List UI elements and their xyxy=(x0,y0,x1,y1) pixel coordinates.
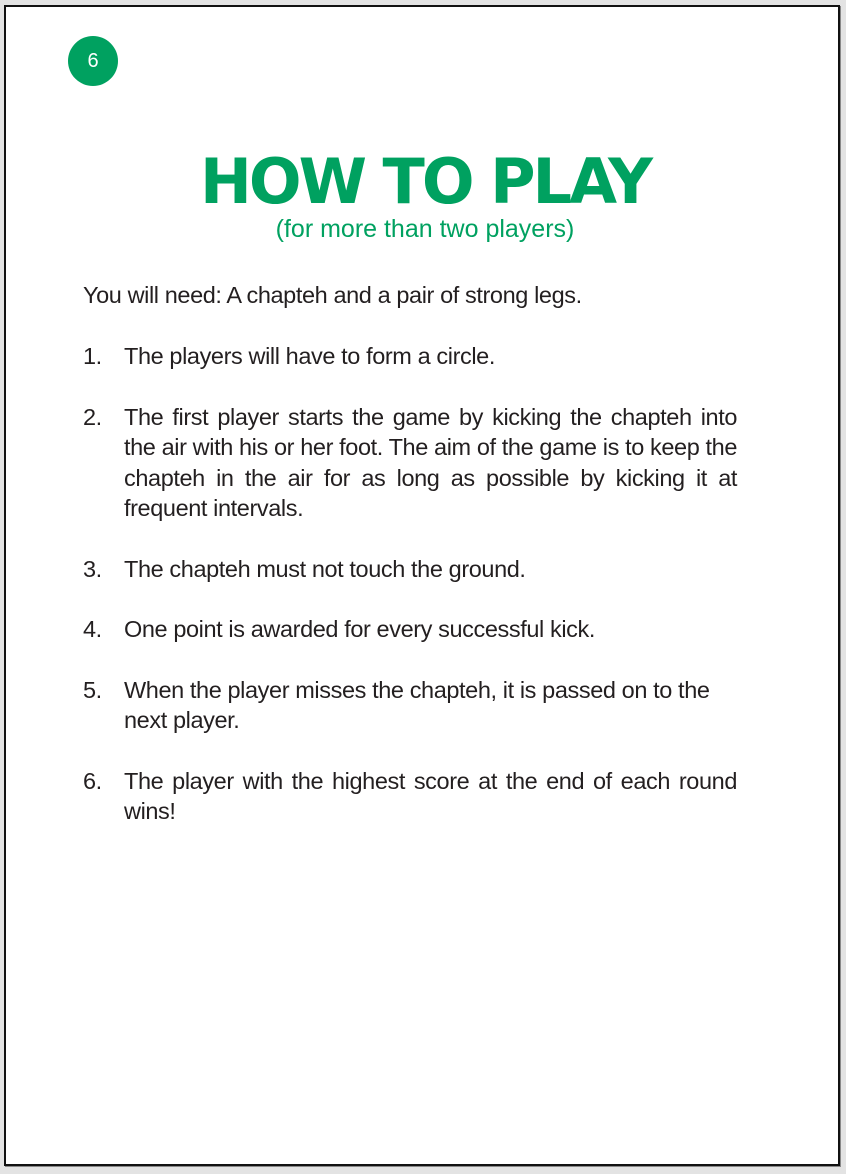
page-title: HOW TO PLAY xyxy=(199,145,651,218)
step-text: The players will have to form a circle. xyxy=(124,343,495,369)
step-number: 6. xyxy=(83,767,102,794)
page-number-badge xyxy=(68,36,118,86)
step-number: 4. xyxy=(83,616,102,642)
step-text: One point is awarded for every successful kick. xyxy=(124,616,595,642)
step-number: 2. xyxy=(83,403,102,430)
instruction-steps-list xyxy=(83,341,737,857)
page-number: 6 xyxy=(87,49,99,72)
document-page xyxy=(4,5,840,1166)
requirements-text: You will need: A chapteh and a pair of strong legs. xyxy=(83,282,582,308)
step-item xyxy=(83,402,737,524)
step-number: 5. xyxy=(83,676,102,703)
step-number: 1. xyxy=(83,343,102,369)
step-text: The chapteh must not touch the ground. xyxy=(124,555,526,582)
step-number: 3. xyxy=(83,555,102,582)
step-item xyxy=(83,554,737,585)
step-item xyxy=(83,675,737,736)
step-item xyxy=(83,341,737,372)
step-item xyxy=(83,614,737,645)
page-subtitle: (for more than two players) xyxy=(275,215,575,243)
step-item xyxy=(83,766,737,827)
step-text: When the player misses the chapteh, it is passed on to the next player. xyxy=(124,676,710,733)
step-text: The first player starts the game by kicking the chapteh into the air with his or her foot. The aim of the game is to keep the chapteh in the air for as long as possible by kicking it at frequent intervals. xyxy=(124,403,737,521)
step-text: The player with the highest score at the end of each round wins! xyxy=(124,767,737,824)
